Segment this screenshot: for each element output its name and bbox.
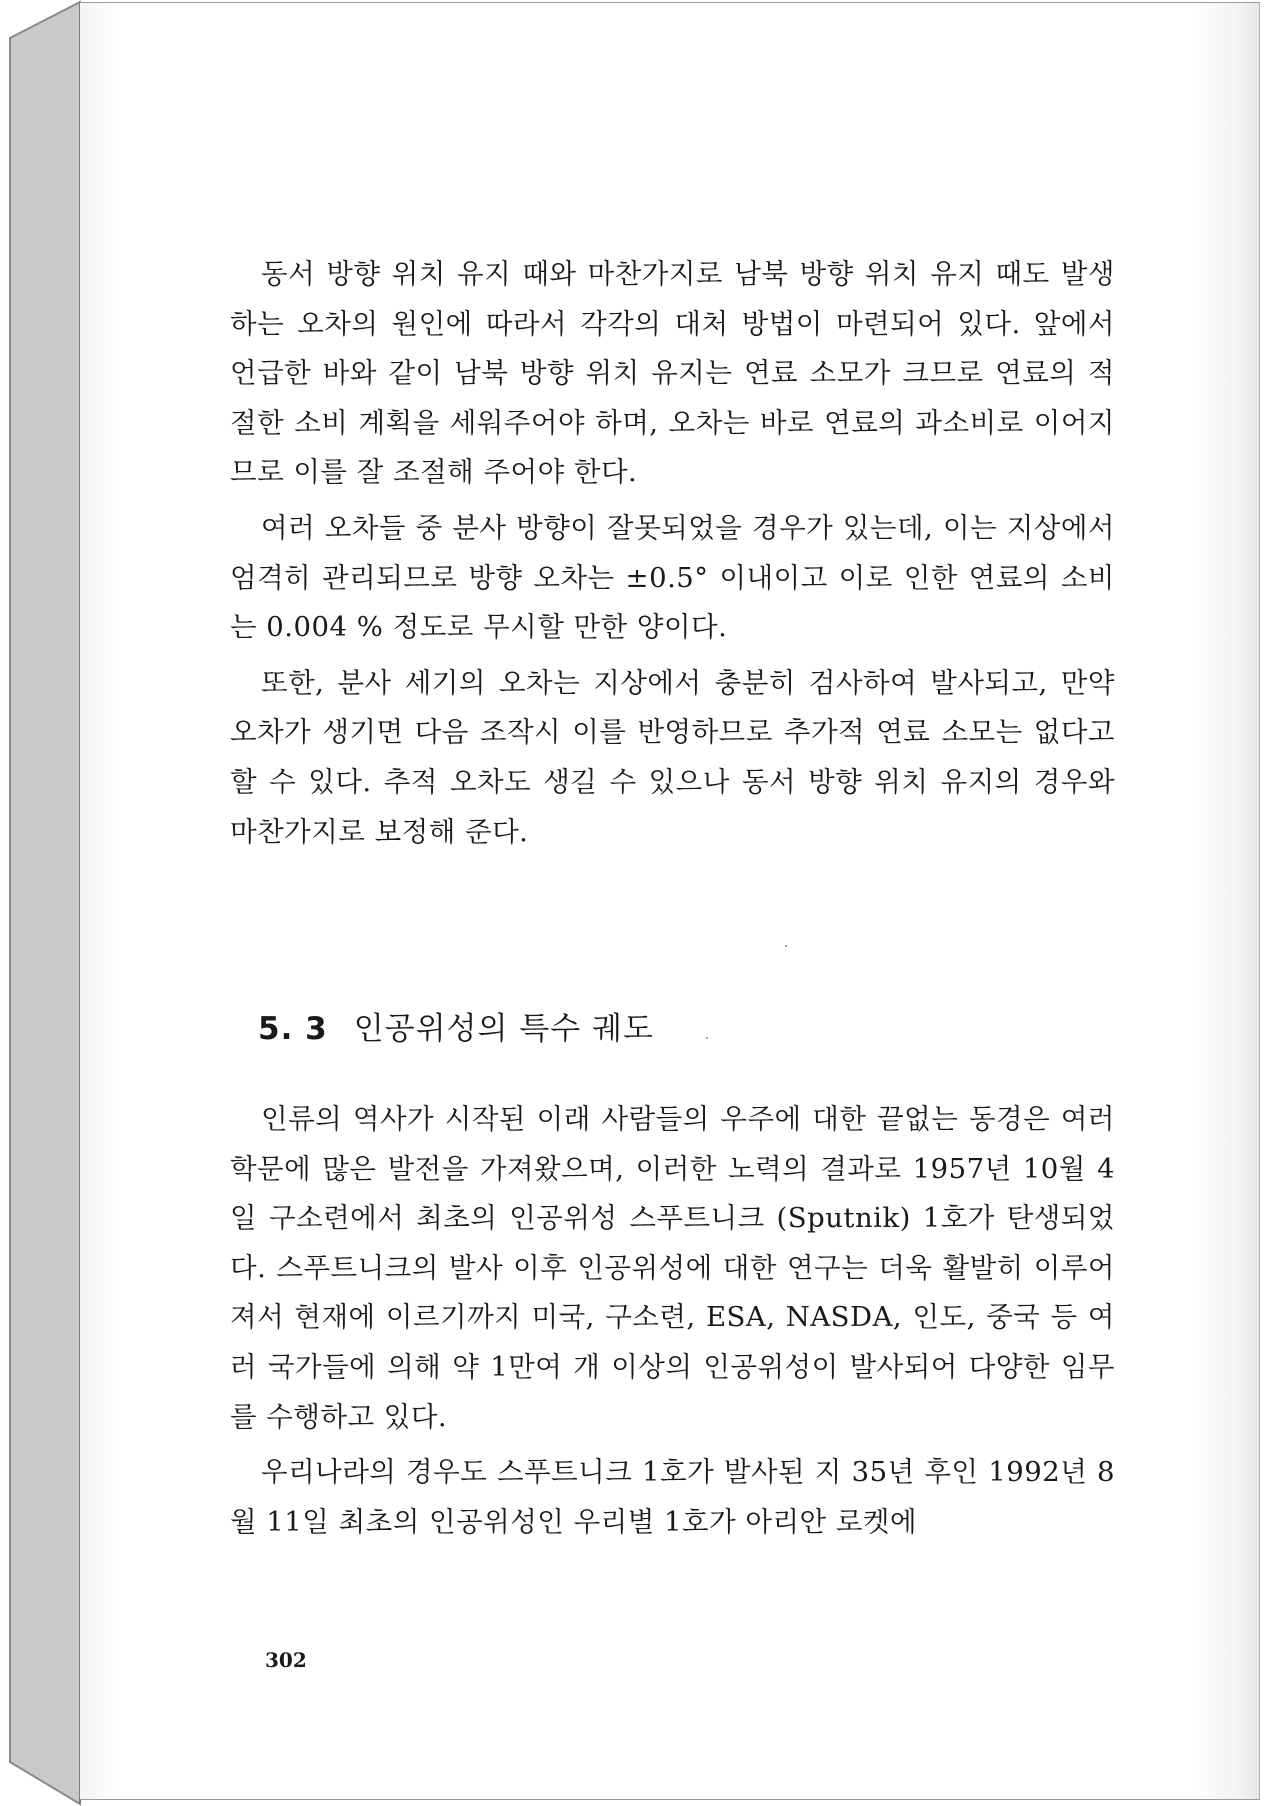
- paragraph: 인류의 역사가 시작된 이래 사람들의 우주에 대한 끝없는 동경은 여러 학문에 많은 발전을 가져왔으며, 이러한 노력의 결과로 1957년 10월 4일 구소련에서 최초의 인공위성 스푸트니크 (Sputnik) 1호가 탄생되었다. 스푸트니크의 발사 이후 인공위성에 대한 연구는 더욱 활발히 이루어져서 현재에 이르기까지 미국, 구소련, ESA, NASDA, 인도, 중국 등 여러 국가들에 의해 약 1만여 개 이상의 인공위성이 발사되어 다양한 임무를 수행하고 있다.: [230, 1103, 1115, 1433]
- paragraph: 동서 방향 위치 유지 때와 마찬가지로 남북 방향 위치 유지 때도 발생하는 오차의 원인에 따라서 각각의 대처 방법이 마련되어 있다. 앞에서 언급한 바와 같이 남북 방향 위치 유지는 연료 소모가 크므로 연료의 적절한 소비 계획을 세워주어야 하며, 오차는 바로 연료의 과소비로 이어지므로 이를 잘 조절해 주어야 한다.: [230, 258, 1115, 489]
- section-number: 5. 3: [258, 1011, 328, 1047]
- section-title: 인공위성의 특수 궤도: [353, 1011, 654, 1047]
- page-number: 302: [265, 1648, 307, 1672]
- section-1-body: [230, 250, 1115, 857]
- paragraph: 우리나라의 경우도 스푸트니크 1호가 발사된 지 35년 후인 1992년 8월 11일 최초의 인공위성인 우리별 1호가 아리안 로켓에: [230, 1456, 1115, 1538]
- section-heading: [258, 1003, 654, 1048]
- paragraph: 여러 오차들 중 분사 방향이 잘못되었을 경우가 있는데, 이는 지상에서 엄격히 관리되므로 방향 오차는 ±0.5° 이내이고 이로 인한 연료의 소비는 0.004 % 정도로 무시할 만한 양이다.: [230, 511, 1115, 644]
- paragraph: 또한, 분사 세기의 오차는 지상에서 충분히 검사하여 발사되고, 만약 오차가 생기면 다음 조작시 이를 반영하므로 추가적 연료 소모는 없다고 할 수 있다. 추적 오차도 생길 수 있으나 동서 방향 위치 유지의 경우와 마찬가지로 보정해 준다.: [230, 666, 1115, 848]
- print-speck: [706, 1037, 708, 1039]
- print-speck: [785, 945, 787, 947]
- section-2-body: [230, 1095, 1115, 1547]
